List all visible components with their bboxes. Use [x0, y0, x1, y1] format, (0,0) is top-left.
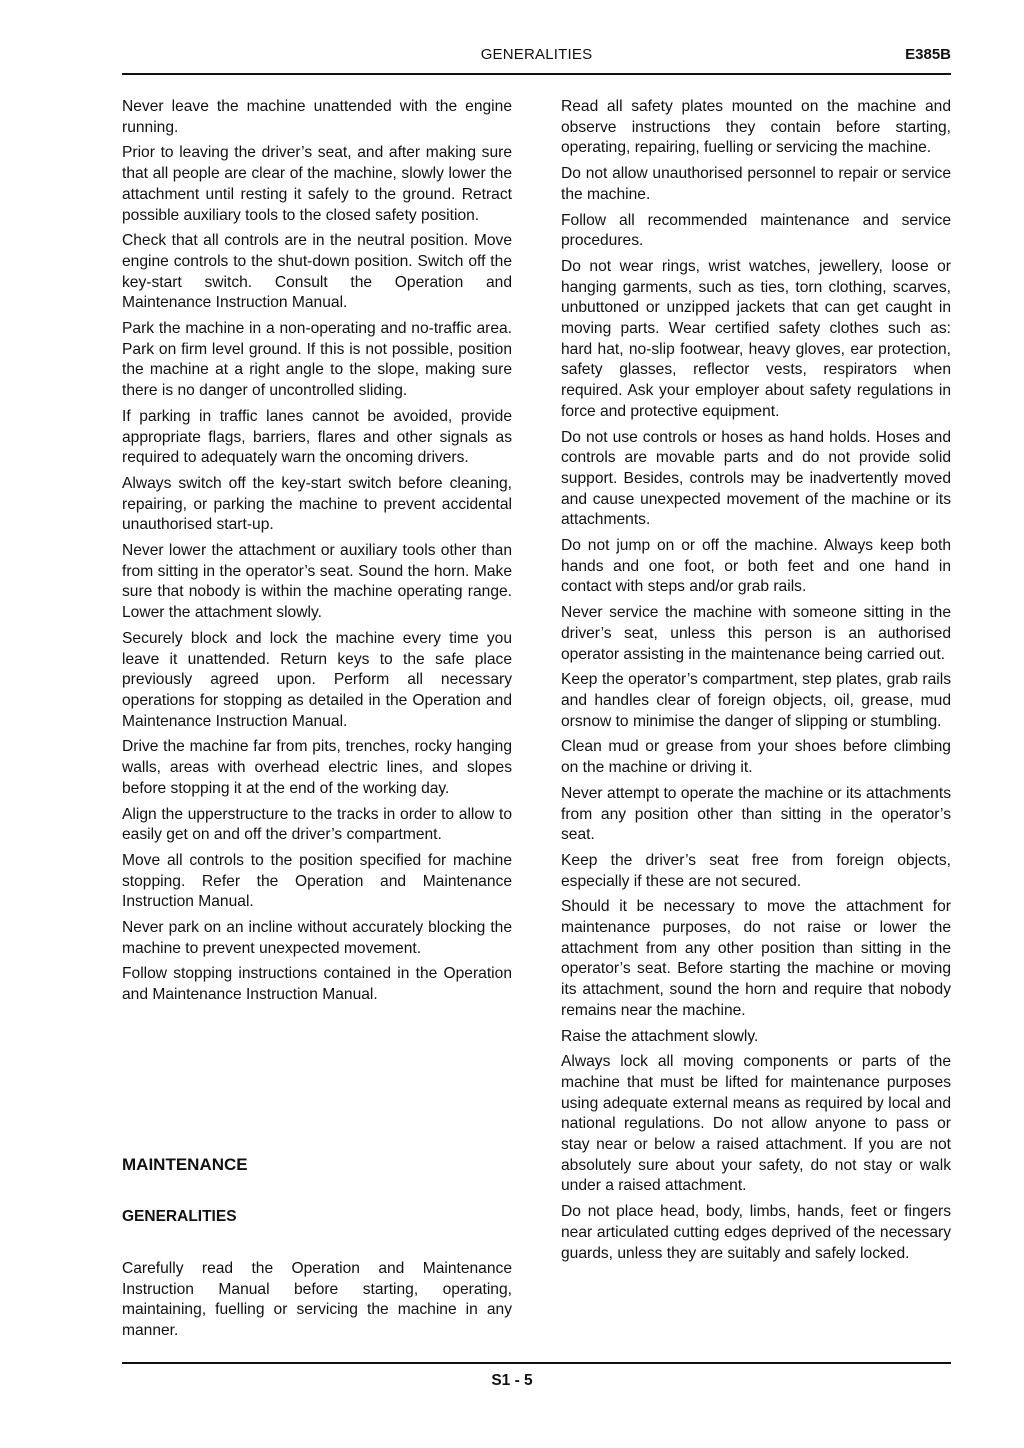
paragraph: Follow stopping instructions contained in the Operation and Maintenance Instruction Manual. — [122, 965, 512, 1004]
paragraph: Always switch off the key-start switch before cleaning, repairing, or parking the machine to prevent accidental unauthorised start-up. — [122, 474, 512, 534]
paragraph: Park the machine in a non-operating and no-traffic area. Park on firm level ground. If this is not possible, position the machine at a right angle to the slope, making sure there is no danger of uncontrolled sliding. — [122, 320, 512, 400]
paragraph: Never lower the attachment or auxiliary tools other than from sitting in the operator’s seat. Sound the horn. Make sure that nobody is within the machine operating range. Lower the attachment slowly. — [122, 542, 512, 622]
paragraph: Always lock all moving components or parts of the machine that must be lifted for maintenance purposes using adequate external means as required by local and national regulations. Do not allow anyone to pass or stay near or below a raised attachment. If you are not absolutely sure about your safety, do not stay or walk under a raised attachment. — [561, 1053, 951, 1195]
paragraph: Follow all recommended maintenance and service procedures. — [561, 211, 951, 250]
model-code: E385B — [905, 46, 951, 63]
paragraph: Drive the machine far from pits, trenches, rocky hanging walls, areas with overhead electric lines, and slopes before stopping it at the end of the working day. — [122, 738, 512, 797]
paragraph: If parking in traffic lanes cannot be avoided, provide appropriate flags, barriers, flares and other signals as required to adequately warn the oncoming drivers. — [122, 407, 512, 467]
paragraph: Do not allow unauthorised personnel to repair or service the machine. — [561, 165, 951, 203]
page-number: S1 - 5 — [491, 1372, 533, 1389]
paragraph: Clean mud or grease from your shoes before climbing on the machine or driving it. — [561, 738, 951, 777]
paragraph: Never leave the machine unattended with the engine running. — [122, 98, 512, 136]
left-column — [122, 97, 512, 1011]
right-column — [561, 97, 951, 1269]
paragraph: Should it be necessary to move the attachment for maintenance purposes, do not raise or lower the attachment from any other position than sitting in the operator’s seat. Before starting the machine or moving its attachment, sound the horn and require that nobody remains near the machine. — [561, 898, 951, 1019]
paragraph: Never attempt to operate the machine or its attachments from any position other than sitting in the operator’s seat. — [561, 784, 951, 844]
paragraph: Never service the machine with someone sitting in the driver’s seat, unless this person is an authorised operator assisting in the maintenance being carried out. — [561, 604, 951, 663]
paragraph: Do not use controls or hoses as hand holds. Hoses and controls are movable parts and do not provide solid support. Besides, controls may be inadvertently moved and cause unexpected movement of the machine or its attachments. — [561, 428, 951, 529]
paragraph: Never park on an incline without accurately blocking the machine to prevent unexpected movement. — [122, 919, 512, 957]
paragraph: Check that all controls are in the neutral position. Move engine controls to the shut-down position. Switch off the key-start switch. Consult the Operation and Maintenance Instruction Manual. — [122, 232, 512, 312]
paragraph: Read all safety plates mounted on the machine and observe instructions they contain before starting, operating, repairing, fuelling or servicing the machine. — [561, 98, 951, 157]
header-title: GENERALITIES — [480, 46, 593, 63]
paragraph: Raise the attachment slowly. — [561, 1027, 759, 1045]
paragraph: Securely block and lock the machine every time you leave it unattended. Return keys to the safe place previously agreed upon. Perform all necessary operations for stopping as detailed in the Operation and Maintenance Instruction Manual. — [122, 629, 512, 730]
paragraph: Do not wear rings, wrist watches, jewellery, loose or hanging garments, such as ties, torn clothing, scarves, unbuttoned or unzipped jackets that can get caught in moving parts. Wear certified safety clothes such as: hard hat, no-slip footwear, heavy gloves, ear protection, safety glasses, reflector vests, respirators when required. Ask your employer about safety regulations in force and protective equipment. — [561, 257, 951, 420]
paragraph: Move all controls to the position specified for machine stopping. Refer the Operation and Maintenance Instruction Manual. — [122, 851, 512, 911]
paragraph: Align the upperstructure to the tracks in order to allow to easily get on and off the driver’s compartment. — [122, 805, 512, 844]
maintenance-intro-paragraph: Carefully read the Operation and Maintenance Instruction Manual before starting, operating, maintaining, fuelling or servicing the machine in any manner. — [122, 1260, 512, 1340]
paragraph: Prior to leaving the driver’s seat, and after making sure that all people are clear of the machine, slowly lower the attachment until resting it safely to the ground. Retract possible auxiliary tools to the closed safety position. — [122, 144, 512, 224]
paragraph: Keep the driver’s seat free from foreign objects, especially if these are not secured. — [561, 851, 951, 890]
footer-divider — [122, 1362, 951, 1364]
section-subtitle-generalities: GENERALITIES — [122, 1208, 237, 1225]
paragraph: Do not place head, body, limbs, hands, feet or fingers near articulated cutting edges deprived of the necessary guards, unless they are suitably and safely locked. — [561, 1203, 951, 1262]
paragraph: Keep the operator’s compartment, step plates, grab rails and handles clear of foreign objects, oil, grease, mud orsnow to minimise the danger of slipping or stumbling. — [561, 671, 951, 730]
section-title-maintenance: MAINTENANCE — [122, 1155, 248, 1174]
page-header — [122, 44, 951, 75]
paragraph: Do not jump on or off the machine. Always keep both hands and one foot, or both feet and one hand in contact with steps and/or grab rails. — [561, 537, 951, 596]
